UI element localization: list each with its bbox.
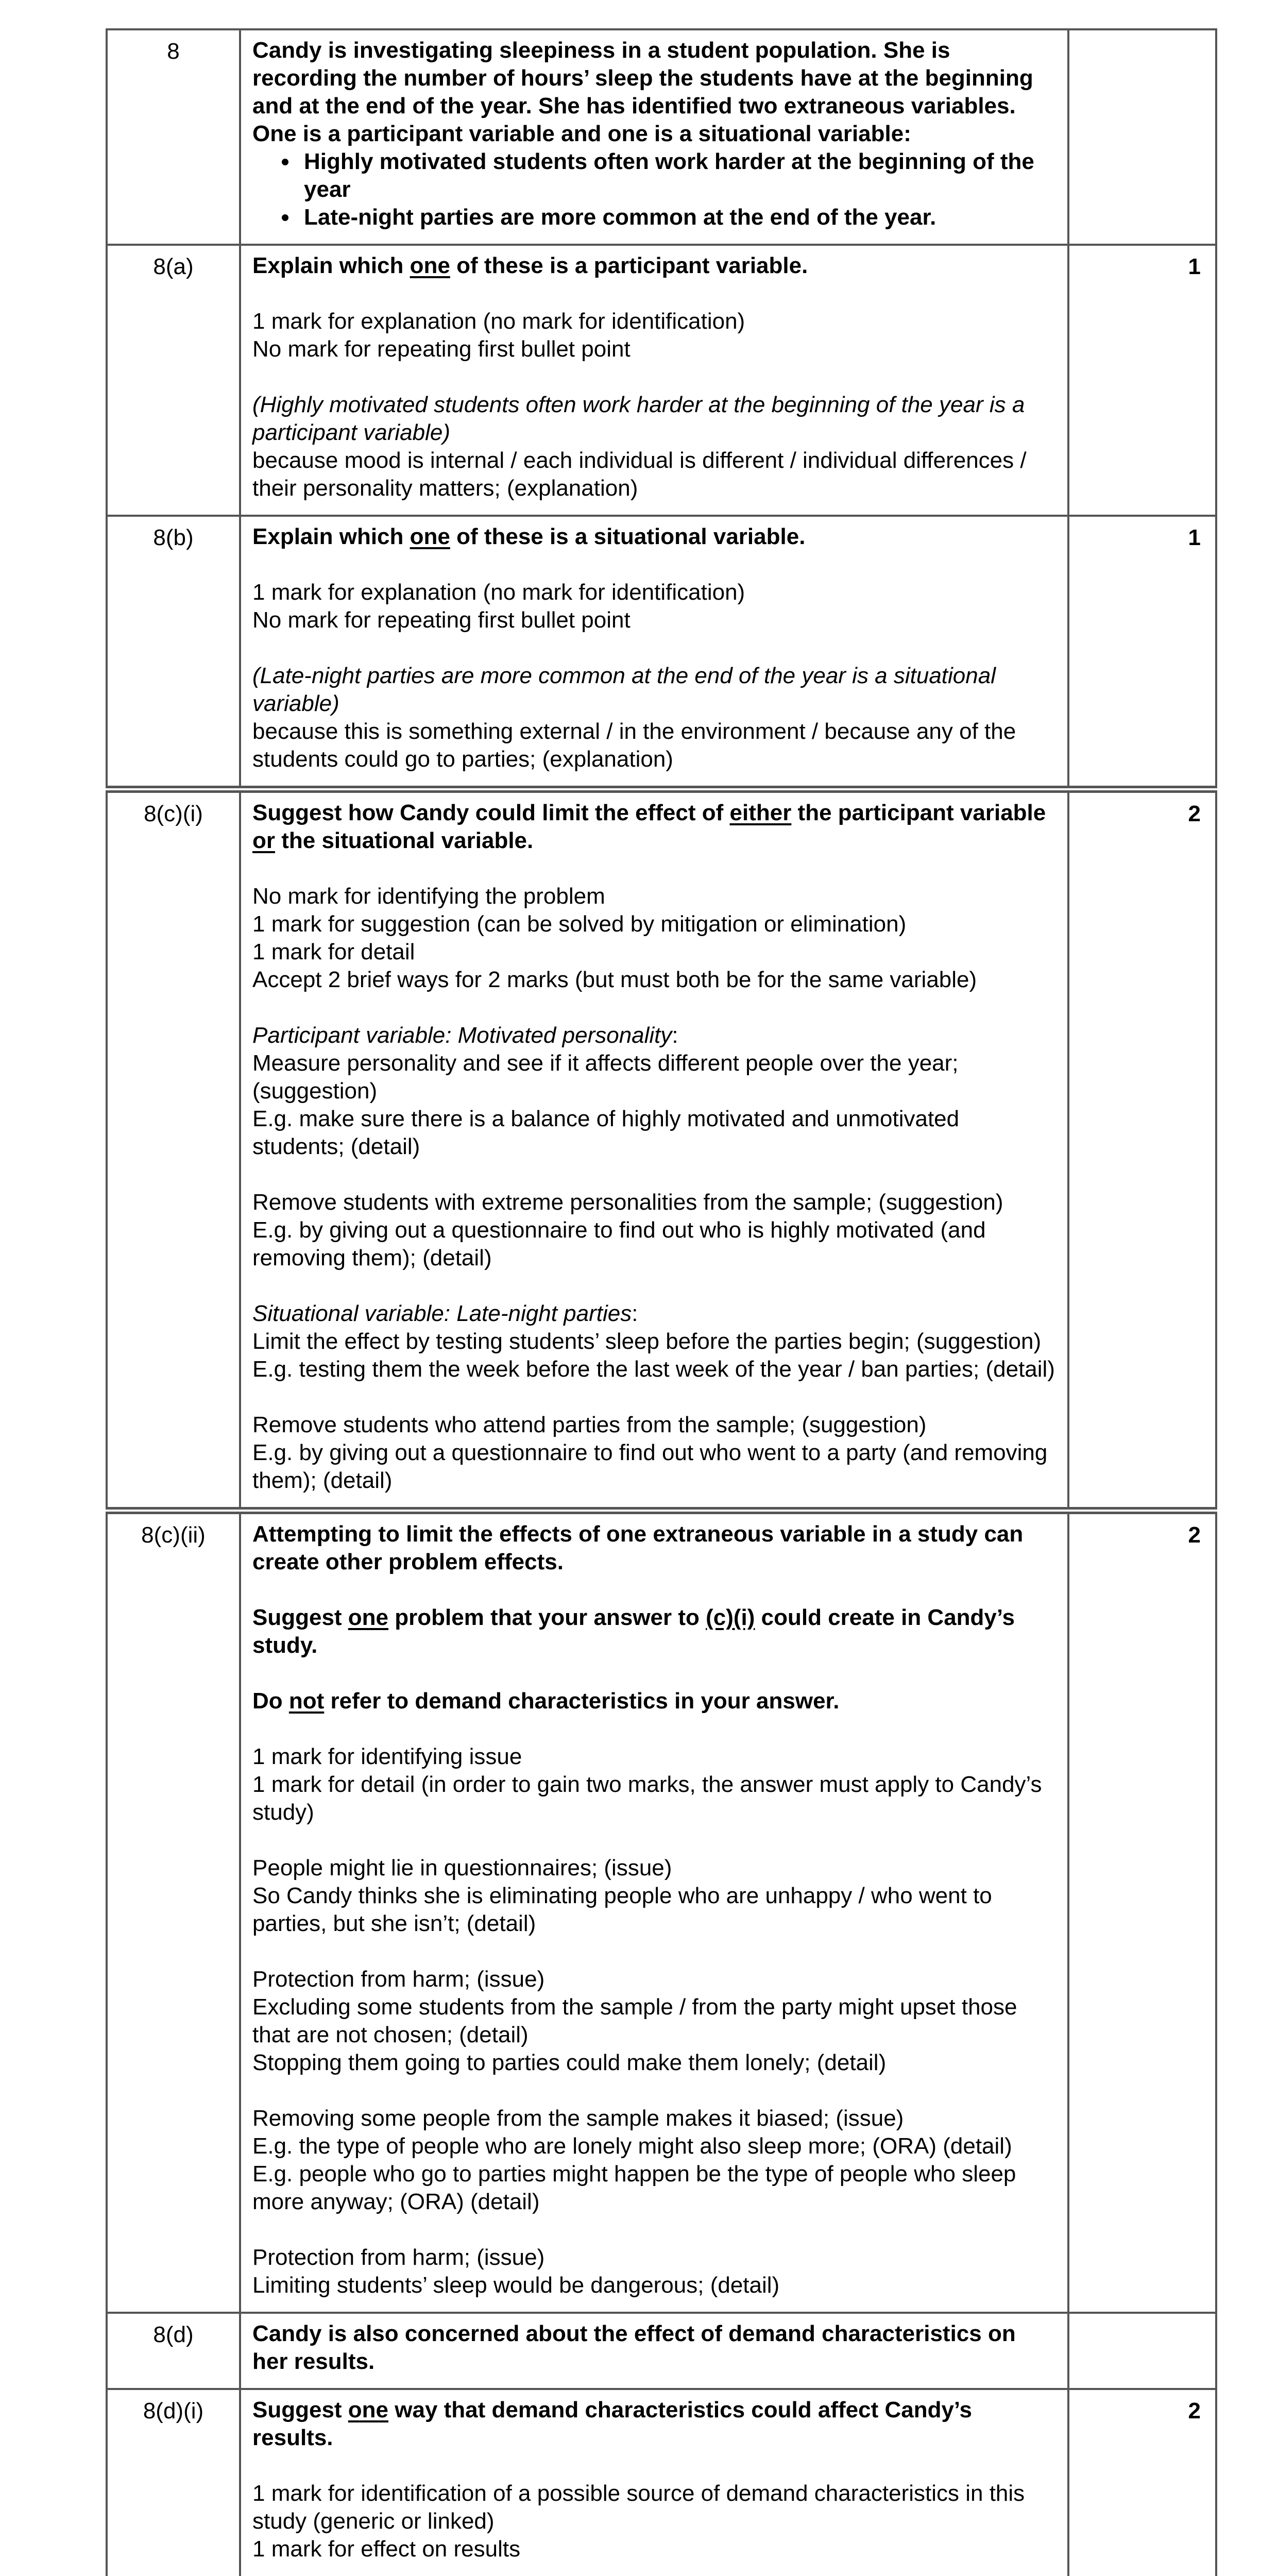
list-item: • Highly motivated students often work harder at the beginning of the year	[299, 148, 1056, 204]
question-text: Suggest one way that demand characteristics could affect Candy’s results.	[252, 2397, 972, 2450]
answer-cell	[240, 2389, 1068, 2576]
marking-guidance: 1 mark for identifying issue 1 mark for detail (in order to gain two marks, the answer must apply to Candy’s study)	[252, 1744, 1042, 1825]
question-number: 8	[107, 29, 240, 245]
model-answer: because mood is internal / each individual is different / individual differences / their personality matters; (explanation)	[252, 448, 1027, 501]
question-number: 8(c)(i)	[107, 789, 240, 1511]
question-text: Explain which one of these is a participant variable.	[252, 253, 808, 278]
answer-cell	[240, 516, 1068, 789]
question-number: 8(c)(ii)	[107, 1511, 240, 2313]
answer-cell	[240, 245, 1068, 516]
model-answer: Removing some people from the sample makes it biased; (issue) E.g. the type of people who are lonely might also sleep more; (ORA) (detail) E.g. people who go to parties might happen be the type of people who sleep more anyway; (ORA) (detail)	[252, 2106, 1016, 2214]
model-answer-italic: (Late-night parties are more common at the end of the year is a situational variable)	[252, 663, 996, 716]
mark-scheme-table	[106, 28, 1217, 2576]
question-number: 8(d)	[107, 2313, 240, 2389]
model-answer: Protection from harm; (issue) Excluding some students from the sample / from the party might upset those that are not chosen; (detail) Stopping them going to parties could make them lonely; (detail)	[252, 1967, 1017, 2075]
answer-cell: Suggest how Candy could limit the effect of either the participant variable or the situational variable. No mark for identifying the problem 1 mark for suggestion (can be solved by mitigation or elimination) 1 mark for detail Accept 2 brief ways for 2 marks (but must both be for the same variable) Participant variable: Motivated personality: Measure personality and see if it affects different people over the year; (suggestion) E.g. make sure there is a balance of highly motivated and unmotivated students; (detail) Remove students with extreme personalities from the sample; (suggestion) E.g. by giving out a questionnaire to find out who is highly motivated (and removing them); (detail) Situational variable: Late-night parties: Limit the effect by testing students’ sleep before the parties begin; (suggestion) E.g. testing them the week before the last week of the year / ban parties; (detail) Remove students who attend parties from the sample; (suggestion) E.g. by giving out a questionnaire to find out who went to a party (and removing them); (detail)	[240, 789, 1068, 1511]
variable-list	[252, 148, 1056, 231]
marking-guidance: 1 mark for explanation (no mark for identification) No mark for repeating first bullet point	[252, 580, 745, 633]
model-answer: because this is something external / in the environment / because any of the students could go to parties; (explanation)	[252, 719, 1016, 772]
model-answer: Remove students with extreme personalities from the sample; (suggestion) E.g. by giving out a questionnaire to find out who is highly motivated (and removing them); (detail)	[252, 1190, 1003, 1270]
model-answer: Limit the effect by testing students’ sleep before the parties begin; (suggestion) E.g. testing them the week before the last week of the year / ban parties; (detail)	[252, 1329, 1055, 1382]
model-answer: Protection from harm; (issue) Limiting students’ sleep would be dangerous; (detail)	[252, 2245, 780, 2298]
model-answer-italic: (Highly motivated students often work harder at the beginning of the year is a participant variable)	[252, 392, 1025, 445]
list-item: • Late-night parties are more common at the end of the year.	[299, 204, 1056, 231]
marking-guidance: 1 mark for explanation (no mark for identification) No mark for repeating first bullet point	[252, 309, 745, 362]
subheading: Situational variable: Late-night parties	[252, 1301, 632, 1326]
marking-guidance: No mark for identifying the problem 1 mark for suggestion (can be solved by mitigation or elimination) 1 mark for detail Accept 2 brief ways for 2 marks (but must both be for the same variable)	[252, 884, 977, 992]
marks-cell: 2	[1068, 789, 1216, 1511]
table-row	[107, 29, 1216, 245]
table-row	[107, 516, 1216, 789]
answer-cell	[240, 2313, 1068, 2389]
question-stem: Candy is investigating sleepiness in a student population. She is recording the number of hours’ sleep the students have at the beginning and at the end of the year. She has identified two extraneous variables. One is a participant variable and one is a situational variable:	[252, 38, 1033, 146]
marks-cell: 1	[1068, 516, 1216, 789]
marks-cell	[1068, 29, 1216, 245]
marks-cell	[1068, 2313, 1216, 2389]
question-number: 8(b)	[107, 516, 240, 789]
answer-cell	[240, 29, 1068, 245]
model-answer: Remove students who attend parties from the sample; (suggestion) E.g. by giving out a questionnaire to find out who went to a party (and removing them); (detail)	[252, 1412, 1048, 1493]
question-number: 8(a)	[107, 245, 240, 516]
subheading: Participant variable: Motivated personality	[252, 1023, 672, 1048]
table-row	[107, 245, 1216, 516]
marks-cell: 2	[1068, 2389, 1216, 2576]
question-text: Explain which one of these is a situational variable.	[252, 524, 806, 549]
question-text: Suggest how Candy could limit the effect of either the participant variable or the situational variable.	[252, 800, 1046, 853]
table-row	[107, 789, 1216, 1511]
table-row	[107, 2389, 1216, 2576]
model-answer: People might lie in questionnaires; (issue) So Candy thinks she is eliminating people who are unhappy / who went to parties, but she isn’t; (detail)	[252, 1855, 992, 1936]
marks-cell: 2	[1068, 1511, 1216, 2313]
question-text: Suggest one problem that your answer to (c)(i) could create in Candy’s study.	[252, 1605, 1015, 1658]
table-row	[107, 1511, 1216, 2313]
model-answer: Measure personality and see if it affects different people over the year; (suggestion) E.g. make sure there is a balance of highly motivated and unmotivated students; (detail)	[252, 1050, 960, 1159]
answer-cell	[240, 1511, 1068, 2313]
question-note: Do not refer to demand characteristics in your answer.	[252, 1688, 840, 1714]
question-number: 8(d)(i)	[107, 2389, 240, 2576]
marking-guidance: 1 mark for identification of a possible source of demand characteristics in this study (generic or linked) 1 mark for effect on results	[252, 2481, 1025, 2562]
marks-cell: 1	[1068, 245, 1216, 516]
question-stem: Candy is also concerned about the effect of demand characteristics on her results.	[252, 2321, 1016, 2374]
question-intro: Attempting to limit the effects of one extraneous variable in a study can create other problem effects.	[252, 1521, 1024, 1574]
table-row	[107, 2313, 1216, 2389]
